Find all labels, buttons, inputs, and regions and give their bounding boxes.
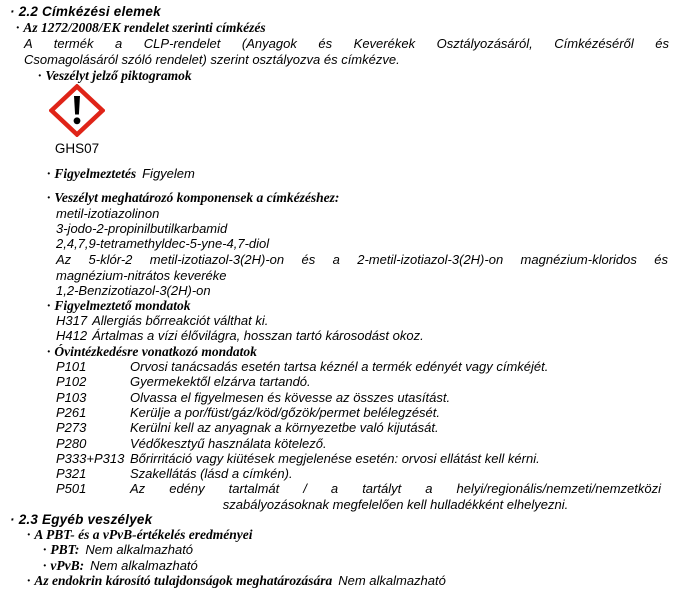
bullet-icon: · [47, 190, 51, 205]
p-text: Bőrirritáció vagy kiütések megjelenése esetén: orvosi ellátást kell kérni. [130, 451, 540, 466]
p501-text-line2: szabályozásoknak megfelelően kell hulladékként elhelyezni. [222, 496, 569, 512]
clp-paragraph-line2: Csomagolásáról szóló rendelet) szerint osztályozva és címkézve. [24, 51, 400, 67]
precautionary-row [56, 405, 440, 420]
hazard-statements-heading [47, 298, 191, 313]
bullet-icon: · [38, 68, 42, 83]
precautionary-row [56, 466, 293, 481]
bullet-icon: · [43, 542, 47, 557]
endocrine-value: Nem alkalmazható [338, 573, 446, 588]
p501-text-line1: Az edény tartalmát / a tartályt a helyi/regionális/nemzeti/nemzetközi [130, 481, 661, 496]
hazard-code: H317 [56, 313, 88, 328]
bullet-icon: · [16, 20, 20, 35]
components-heading-text: Veszélyt meghatározó komponensek a címkézéshez: [54, 190, 340, 205]
bullet-icon: · [47, 298, 51, 313]
components-heading [47, 190, 339, 205]
p-code: P101 [56, 359, 87, 374]
precautionary-heading [47, 344, 257, 359]
bullet-icon: · [27, 573, 31, 588]
precautionary-row-p501 [56, 481, 661, 512]
precautionary-row [56, 374, 311, 389]
pbt-value: Nem alkalmazható [85, 542, 194, 557]
pictograms-heading [38, 68, 192, 83]
section-2-3-title [10, 512, 152, 527]
precautionary-row [56, 390, 450, 405]
p-code: P333+P313 [56, 451, 125, 466]
p-text: Gyermekektől elzárva tartandó. [130, 374, 311, 389]
pictogram-label: GHS07 [54, 141, 100, 156]
p-code: P321 [56, 466, 87, 481]
p-code: P102 [56, 374, 87, 389]
section-2-2-title-text: 2.2 Címkézési elemek [18, 4, 161, 19]
p501-text-block [130, 481, 661, 512]
ghs07-pictogram [49, 84, 105, 156]
bullet-icon: · [27, 527, 31, 542]
clp-paragraph-line1: A termék a CLP-rendelet (Anyagok és Keverékek Osztályozásáról, Címkézéséről és [24, 36, 669, 51]
regulation-heading [16, 20, 266, 35]
bullet-icon: · [43, 558, 47, 573]
pbt-row [43, 542, 193, 557]
pictograms-heading-text: Veszélyt jelző piktogramok [45, 68, 192, 83]
precautionary-row [56, 420, 439, 435]
vpvb-label: vPvB: [50, 558, 85, 573]
exclamation-dot-icon [74, 117, 81, 124]
pbt-vpvb-heading [27, 527, 252, 542]
section-2-2-title [10, 4, 161, 19]
bullet-icon: · [47, 344, 51, 359]
hazard-code: H412 [56, 328, 88, 343]
p-text: Védőkesztyű használata kötelező. [130, 436, 327, 451]
component-item: 3-jodo-2-propinilbutilkarbamid [56, 221, 228, 236]
regulation-heading-text: Az 1272/2008/EK rendelet szerinti címkézés [23, 20, 266, 35]
p-text: Olvassa el figyelmesen és kövesse az összes utasítást. [130, 390, 451, 405]
p-code: P273 [56, 420, 87, 435]
component-item-line2: magnézium-nitrátos keveréke [56, 267, 227, 283]
precautionary-row [56, 359, 548, 374]
component-item: metil-izotiazolinon [56, 206, 160, 221]
hazard-statement-row [56, 313, 268, 328]
hazard-text: Ártalmas a vízi élővilágra, hosszan tartó károsodást okoz. [92, 328, 424, 343]
p-code: P261 [56, 405, 87, 420]
hazard-statements-heading-text: Figyelmeztető mondatok [54, 298, 191, 313]
bullet-icon: · [47, 166, 51, 181]
endocrine-label: Az endokrin károsító tulajdonságok meghatározására [34, 573, 333, 588]
p-code: P280 [56, 436, 87, 451]
p-text: Szakellátás (lásd a címkén). [130, 466, 293, 481]
component-item: 2,4,7,9-tetramethyldec-5-yne-4,7-diol [56, 236, 270, 251]
component-item-multiline [56, 252, 668, 283]
signal-word-value: Figyelem [142, 166, 195, 181]
p-text: Kerülje a por/füst/gáz/köd/gőzök/permet belélegzését. [130, 405, 441, 420]
pbt-vpvb-heading-text: A PBT- és a vPvB-értékelés eredményei [34, 527, 253, 542]
vpvb-row [43, 558, 198, 573]
precautionary-heading-text: Óvintézkedésre vonatkozó mondatok [54, 344, 257, 359]
component-item: 1,2-Benzizotiazol-3(2H)-on [56, 283, 211, 298]
p-code: P103 [56, 390, 87, 405]
precautionary-row [56, 451, 540, 466]
p-text: Kerülni kell az anyagnak a környezetbe való kijutását. [130, 420, 439, 435]
signal-word-heading: Figyelmeztetés [54, 166, 137, 181]
clp-paragraph [24, 36, 669, 67]
signal-word-row [47, 166, 195, 181]
hazard-text: Allergiás bőrreakciót válthat ki. [92, 313, 269, 328]
hazard-statement-row [56, 328, 424, 343]
bullet-icon: · [10, 512, 15, 527]
section-2-3-title-text: 2.3 Egyéb veszélyek [18, 512, 153, 527]
vpvb-value: Nem alkalmazható [90, 558, 198, 573]
endocrine-row [27, 573, 446, 588]
p-code: P501 [56, 481, 87, 496]
warning-diamond-icon [49, 84, 105, 137]
bullet-icon: · [10, 4, 15, 19]
precautionary-row [56, 436, 327, 451]
pbt-label: PBT: [50, 542, 80, 557]
p-text: Orvosi tanácsadás esetén tartsa kéznél a termék edényét vagy címkéjét. [130, 359, 549, 374]
component-item-line1: Az 5-klór-2 metil-izotiazol-3(2H)-on és a 2-metil-izotiazol-3(2H)-on magnézium-kloridos és [56, 252, 668, 267]
